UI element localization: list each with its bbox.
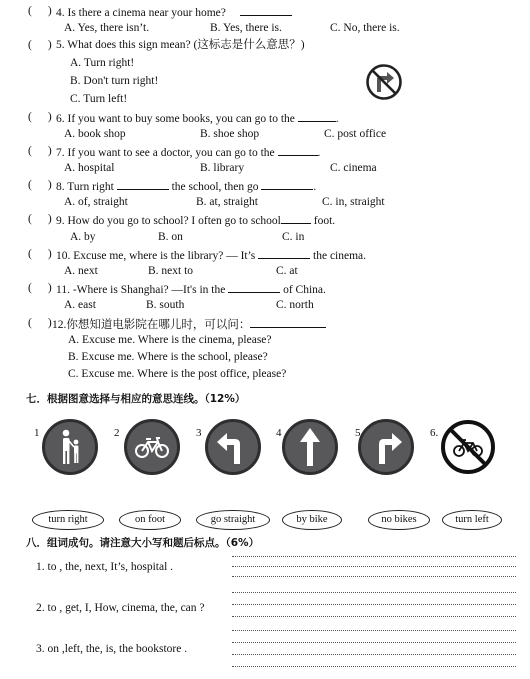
phrase-oval[interactable] xyxy=(119,510,181,530)
q7-option-c: C. cinema xyxy=(330,162,377,174)
answer-blank[interactable] xyxy=(258,249,310,259)
answer-blank[interactable] xyxy=(281,214,311,224)
q4-option-a: A. Yes, there isn’t. xyxy=(64,22,150,34)
answer-blank[interactable] xyxy=(250,318,326,328)
q11-option-a: A. east xyxy=(64,299,96,311)
q8-option-b: B. at, straight xyxy=(196,196,258,208)
no-bikes-icon xyxy=(440,419,496,475)
straight-arrow-icon xyxy=(282,419,338,475)
sign-number: 2 xyxy=(114,427,120,439)
question-4-text: 4. Is there a cinema near your home? xyxy=(56,6,292,20)
answer-blank[interactable] xyxy=(298,112,336,122)
answer-paren[interactable]: ( ) xyxy=(28,5,52,17)
writing-line[interactable] xyxy=(232,604,516,605)
q10-option-a: A. next xyxy=(64,265,98,277)
q7-option-a: A. hospital xyxy=(64,162,115,174)
phrase-label: no bikes xyxy=(381,513,417,525)
answer-blank[interactable] xyxy=(228,283,280,293)
q10-option-b: B. next to xyxy=(148,265,194,277)
question-12-text: 12.你想知道电影院在哪儿时，可以问： xyxy=(52,318,326,332)
word-group-2: 2. to , get, I, How, cinema, the, can ? xyxy=(36,602,205,614)
phrase-oval[interactable] xyxy=(368,510,430,530)
bicycle-icon xyxy=(124,419,180,475)
q4-option-c: C. No, there is. xyxy=(330,22,400,34)
phrase-label: turn right xyxy=(48,513,88,525)
q6-option-a: A. book shop xyxy=(64,128,126,140)
phrase-oval[interactable] xyxy=(196,510,270,530)
sign-number: 6. xyxy=(430,427,439,439)
q11-option-c: C. north xyxy=(276,299,314,311)
answer-paren[interactable]: ( ) xyxy=(28,317,52,329)
sign-number: 1 xyxy=(34,427,40,439)
question-5-text: 5. What does this sign mean? (这标志是什么意思？) xyxy=(56,39,305,51)
answer-blank[interactable] xyxy=(278,146,318,156)
q8-option-c: C. in, straight xyxy=(322,196,385,208)
question-6-text: 6. If you want to buy some books, you can go to the . xyxy=(56,113,339,125)
answer-blank[interactable] xyxy=(261,180,313,190)
phrase-oval[interactable] xyxy=(442,510,502,530)
writing-line[interactable] xyxy=(232,566,516,567)
word-group-3: 3. on ,left, the, is, the bookstore . xyxy=(36,643,188,655)
answer-paren[interactable]: ( ) xyxy=(28,179,52,191)
q6-option-c: C. post office xyxy=(324,128,387,140)
writing-line[interactable] xyxy=(232,630,516,631)
writing-line[interactable] xyxy=(232,654,516,655)
sign-number: 3 xyxy=(196,427,202,439)
question-7-text: 7. If you want to see a doctor, you can go to the . xyxy=(56,147,321,159)
q5-option-a: A. Turn right! xyxy=(70,57,135,69)
q9-option-a: A. by xyxy=(70,231,96,243)
answer-paren[interactable]: ( ) xyxy=(28,213,52,225)
q5-option-b: B. Don't turn right! xyxy=(70,75,159,87)
writing-line[interactable] xyxy=(232,576,516,577)
question-9-text: 9. How do you go to school? I often go to school foot. xyxy=(56,215,336,227)
sign-number: 5 xyxy=(355,427,361,439)
section-7-title: 七．根据图意选择与相应的意思连线。（12%） xyxy=(26,393,246,405)
answer-paren[interactable]: ( ) xyxy=(28,282,52,294)
sign-number: 4 xyxy=(276,427,282,439)
q6-option-b: B. shoe shop xyxy=(200,128,260,140)
phrase-label: on foot xyxy=(134,513,166,525)
writing-line[interactable] xyxy=(232,642,516,643)
question-8-text: 8. Turn right the school, then go . xyxy=(56,181,317,193)
phrase-label: by bike xyxy=(296,513,328,525)
phrase-label: turn left xyxy=(455,513,489,525)
writing-line[interactable] xyxy=(232,666,516,667)
q4-option-b: B. Yes, there is. xyxy=(210,22,282,34)
turn-left-arrow-icon xyxy=(205,419,261,475)
question-11-text: 11. -Where is Shanghai? —It's in the of China. xyxy=(56,284,326,296)
q8-option-a: A. of, straight xyxy=(64,196,128,208)
pedestrian-icon xyxy=(42,419,98,475)
q10-option-c: C. at xyxy=(276,265,298,277)
answer-blank[interactable] xyxy=(117,180,169,190)
answer-paren[interactable]: ( ) xyxy=(28,111,52,123)
writing-line[interactable] xyxy=(232,616,516,617)
q12-option-c: C. Excuse me. Where is the post office, please? xyxy=(68,368,287,380)
phrase-oval[interactable] xyxy=(282,510,342,530)
q9-option-c: C. in xyxy=(282,231,305,243)
writing-line[interactable] xyxy=(232,556,516,557)
writing-line[interactable] xyxy=(232,592,516,593)
turn-right-arrow-icon xyxy=(358,419,414,475)
q5-option-c: C. Turn left! xyxy=(70,93,128,105)
answer-paren[interactable]: ( ) xyxy=(28,145,52,157)
section-8-title: 八．组词成句。请注意大小写和题后标点。（6%） xyxy=(26,537,260,549)
question-10-text: 10. Excuse me, where is the library? — It’s the cinema. xyxy=(56,250,367,262)
word-group-1: 1. to , the, next, It’s, hospital . xyxy=(36,561,174,573)
answer-paren[interactable]: ( ) xyxy=(28,39,52,51)
answer-blank[interactable] xyxy=(240,6,292,16)
q12-option-b: B. Excuse me. Where is the school, please? xyxy=(68,351,268,363)
q11-option-b: B. south xyxy=(146,299,185,311)
phrase-label: go straight xyxy=(210,513,256,525)
no-right-turn-sign-icon xyxy=(366,64,402,100)
q9-option-b: B. on xyxy=(158,231,183,243)
answer-paren[interactable]: ( ) xyxy=(28,248,52,260)
q12-option-a: A. Excuse me. Where is the cinema, please? xyxy=(68,334,272,346)
q7-option-b: B. library xyxy=(200,162,245,174)
phrase-oval[interactable] xyxy=(32,510,104,530)
